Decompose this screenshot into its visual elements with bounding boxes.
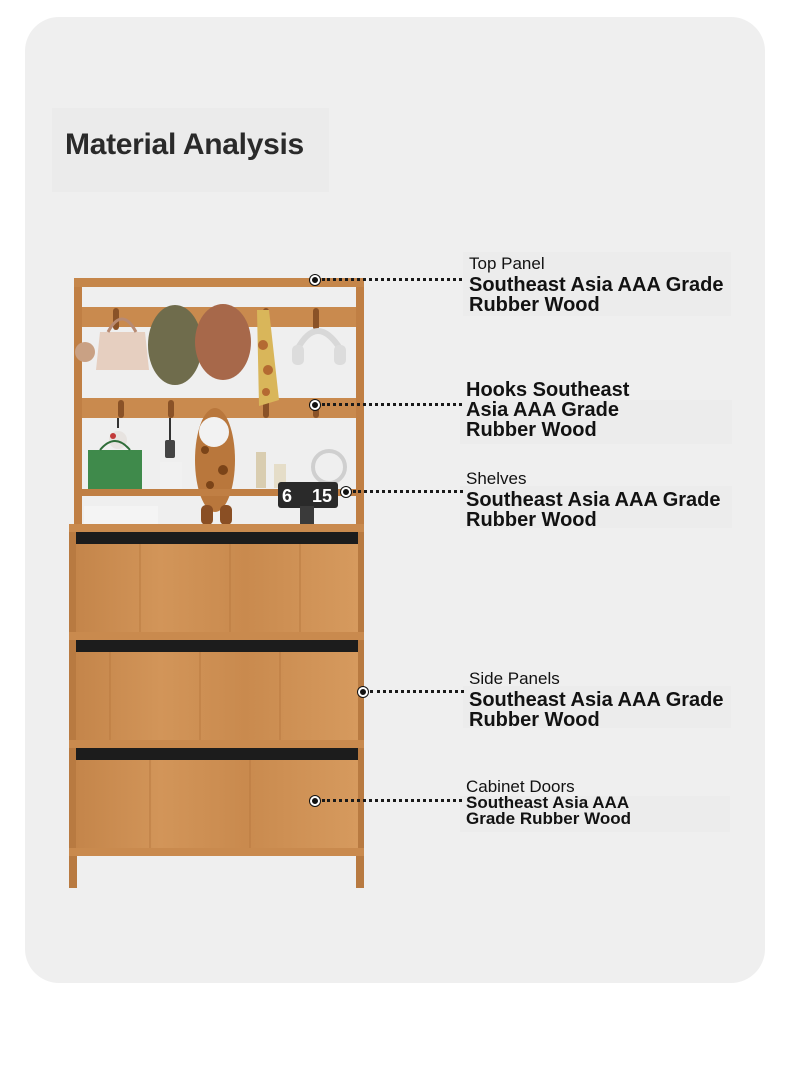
plush-toy	[75, 342, 95, 362]
right-leg	[356, 856, 364, 888]
headphones	[297, 331, 341, 350]
left-leg	[69, 856, 77, 888]
callout-hooks	[466, 380, 629, 440]
callout-top-panel	[469, 255, 724, 315]
callout-line-side-panels	[370, 690, 464, 693]
callout-heading: Shelves	[466, 469, 527, 488]
callout-line-shelves	[353, 490, 463, 493]
top-panel-rail	[74, 278, 364, 287]
left-post	[74, 279, 82, 529]
callout-heading: Side Panels	[469, 669, 560, 688]
callout-line-hooks	[322, 403, 462, 406]
cabinet-door-1	[76, 544, 358, 632]
callout-heading: Hooks Southeast	[466, 379, 630, 401]
callout-heading: Top Panel	[469, 254, 545, 273]
gift-bag	[88, 450, 142, 490]
callout-cabinet-doors	[466, 778, 631, 827]
callout-pin-top-panel	[310, 275, 320, 285]
perfume-bottle	[256, 452, 266, 488]
callout-detail: Southeast Asia AAA	[466, 793, 630, 812]
callout-detail: Rubber Wood	[469, 709, 600, 731]
brown-beret	[195, 304, 251, 380]
callout-pin-shelves	[341, 487, 351, 497]
callout-detail: Rubber Wood	[466, 419, 597, 441]
callout-detail: Rubber Wood	[469, 294, 600, 316]
callout-pin-cabinet-doors	[310, 796, 320, 806]
callout-shelves	[466, 470, 721, 530]
cabinet-door-2	[76, 652, 358, 740]
callout-detail: Southeast Asia AAA Grade	[469, 274, 724, 296]
callout-detail: Grade Rubber Wood	[466, 809, 631, 828]
callout-heading: Cabinet Doors	[466, 777, 575, 796]
callout-side-panels	[469, 670, 724, 730]
callout-detail: Southeast Asia AAA Grade	[469, 689, 724, 711]
clock-minute: 15	[312, 486, 333, 506]
callout-detail: Southeast Asia AAA Grade	[466, 489, 721, 511]
clock-hour: 6	[282, 486, 293, 506]
round-mirror	[313, 451, 345, 483]
callout-detail: Rubber Wood	[466, 509, 597, 531]
callout-pin-side-panels	[358, 687, 368, 697]
handbag	[96, 332, 149, 370]
callout-line-cabinet-doors	[322, 799, 462, 802]
green-beret	[148, 305, 202, 385]
callout-pin-hooks	[310, 400, 320, 410]
cabinet-top	[69, 524, 364, 532]
callout-detail: Asia AAA Grade	[466, 399, 620, 421]
page-title: Material Analysis	[65, 128, 304, 161]
callout-line-top-panel	[322, 278, 462, 281]
